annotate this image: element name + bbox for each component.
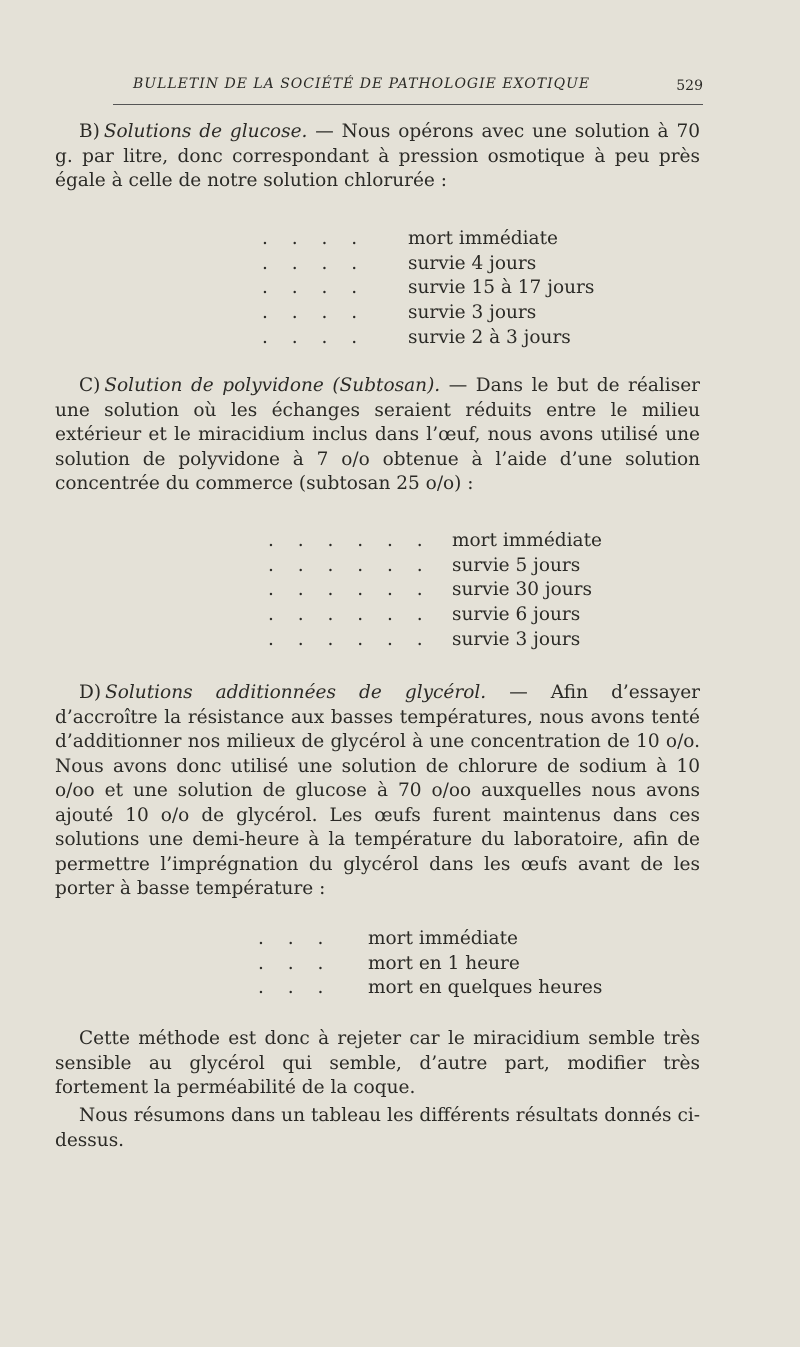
section-b-label: B): [79, 121, 100, 142]
leader-dots: . . .: [258, 952, 333, 974]
result: mort immédiate: [368, 928, 518, 949]
result: survie 3 jours: [452, 628, 581, 650]
section-b-text: — Nous opérons avec une solution à 70 g. par litre, donc correspondant à pression osmotique à peu près égale à celle de notre solution chlorurée :: [55, 121, 700, 191]
result: survie 4 jours: [408, 252, 537, 274]
result: mort immédiate: [408, 228, 558, 249]
closing-paragraph-1: [55, 1027, 700, 1101]
result: survie 2 à 3 jours: [408, 326, 571, 348]
result: mort immédiate: [452, 530, 602, 551]
leader-dots: . . . .: [262, 277, 367, 299]
result: survie 3 jours: [408, 302, 537, 324]
result: mort en 1 heure: [368, 952, 520, 974]
result: survie 5 jours: [452, 554, 581, 576]
section-b-paragraph: [55, 120, 700, 194]
running-header: [113, 74, 703, 105]
closing-paragraph-2: [55, 1104, 700, 1153]
section-d-label: D): [79, 682, 102, 703]
leader-dots: . . .: [258, 977, 333, 999]
leader-dots: . . . .: [262, 302, 367, 324]
section-c-label: C): [79, 375, 101, 396]
section-d-text: — Afin d’essayer d’accroître la résistance aux basses températures, nous avons tenté d’additionner nos milieux de glycérol à une concentration de 10 o/o. Nous avons donc utilisé une solution de chlorure de sodium à 10 o/oo et une solution de glucose à 70 o/oo auxquelles nous avons ajouté 10 o/o de glycérol. Les œufs furent maintenus dans ces solutions une demi-heure à la température du laboratoire, afin de permettre l’imprégnation du glycérol dans les œufs avant de les porter à basse température :: [55, 682, 700, 899]
leader-dots: . . . .: [262, 326, 367, 348]
section-d-title: Solutions additionnées de glycérol.: [105, 682, 487, 703]
result: survie 30 jours: [452, 579, 592, 601]
section-b-title: Solutions de glucose.: [103, 121, 308, 142]
leader-dots: . . . .: [262, 252, 367, 274]
leader-dots: . . .: [258, 928, 333, 949]
leader-dots: . . . . . .: [268, 554, 432, 576]
leader-dots: . . . . . .: [268, 579, 432, 601]
section-c-title: Solution de polyvidone (Subtosan).: [104, 375, 441, 396]
section-c-paragraph: [55, 374, 700, 497]
closing-text-2: Nous résumons dans un tableau les différents résultats donnés ci-dessus.: [55, 1105, 700, 1151]
leader-dots: . . . . . .: [268, 530, 432, 551]
closing-text-1: Cette méthode est donc à rejeter car le miracidium semble très sensible au glycérol qui semble, d’autre part, modifier très fortement la perméabilité de la coque.: [55, 1028, 700, 1098]
section-d-paragraph: [55, 681, 700, 902]
leader-dots: . . . . . .: [268, 604, 432, 626]
result: survie 15 à 17 jours: [408, 277, 595, 299]
result: mort en quelques heures: [368, 977, 603, 999]
result: survie 6 jours: [452, 604, 581, 626]
running-title: BULLETIN DE LA SOCIÉTÉ DE PATHOLOGIE EXOTIQUE: [133, 76, 591, 92]
leader-dots: . . . . . .: [268, 628, 432, 650]
page-number: 529: [676, 78, 703, 94]
section-c-text: — Dans le but de réaliser une solution où les échanges seraient réduits entre le milieu extérieur et le miracidium inclus dans l’œuf, nous avons utilisé une solution de polyvidone à 7 o/o obtenue à l’aide d’une solution concentrée du commerce (subtosan 25 o/o) :: [55, 375, 700, 494]
leader-dots: . . . .: [262, 228, 367, 249]
